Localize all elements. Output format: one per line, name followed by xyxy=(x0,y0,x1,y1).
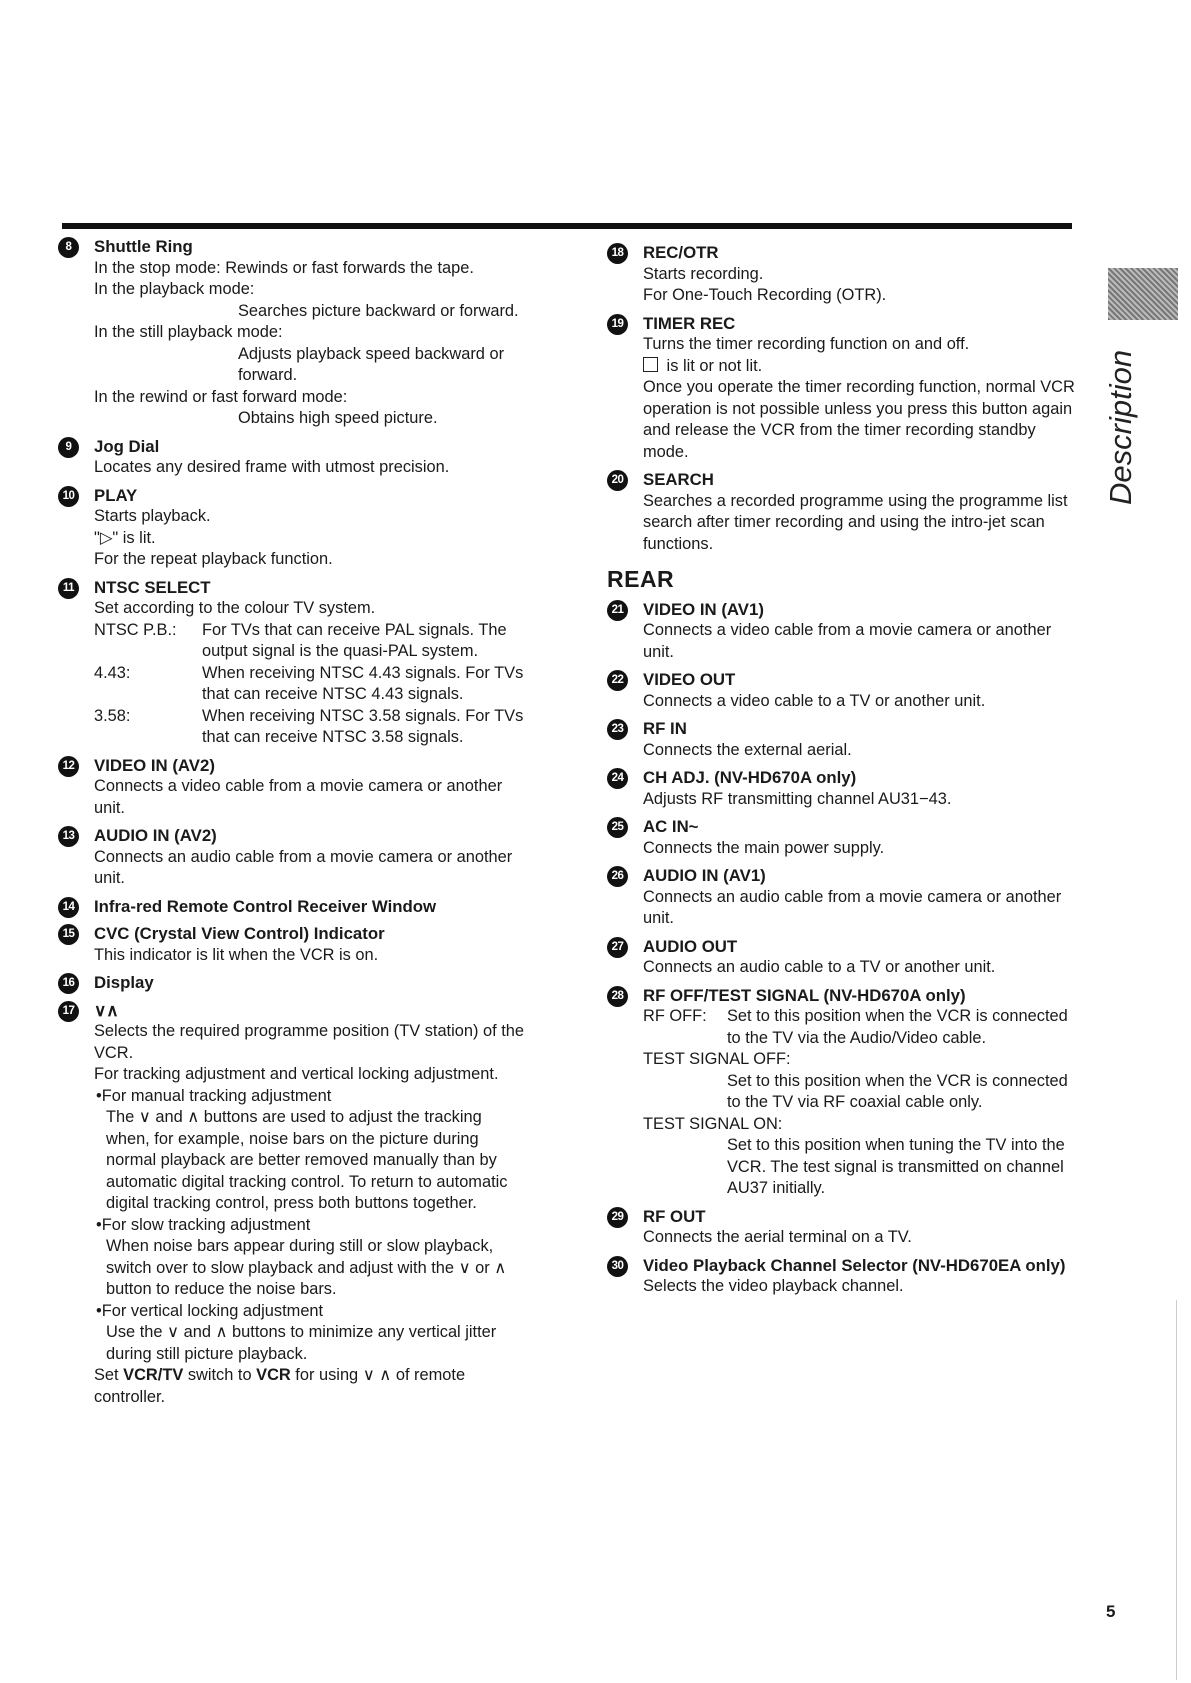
item-text: Turns the timer recording function on and off. xyxy=(643,335,970,353)
option-label: TEST SIGNAL OFF: xyxy=(643,1050,791,1068)
item-text-timer-indicator xyxy=(643,356,1077,378)
item-title: VIDEO OUT xyxy=(643,670,736,689)
item-text: Searches picture backward or forward. xyxy=(238,301,519,320)
item-title: NTSC SELECT xyxy=(94,577,211,597)
item-text: For tracking adjustment and vertical locking adjustment. xyxy=(94,1065,499,1083)
item-channel-buttons xyxy=(58,1000,528,1409)
item-title: AC IN~ xyxy=(643,817,699,836)
option-text: Set to this position when tuning the TV into the VCR. The test signal is transmitted on channel AU37 initially. xyxy=(727,1136,1065,1197)
item-text: Once you operate the timer recording function, normal VCR operation is not possible unless you press this button again and release the VCR from the timer recording standby mode. xyxy=(643,378,1075,461)
item-text: Set according to the colour TV system. xyxy=(94,599,376,617)
item-text: Selects the required programme position (TV station) of the VCR. xyxy=(94,1022,525,1062)
item-title: Infra-red Remote Control Receiver Window xyxy=(94,896,437,916)
item-text: Connects a video cable from a movie camera or another unit. xyxy=(643,621,1052,661)
item-text: Connects a video cable to a TV or another unit. xyxy=(643,691,986,710)
item-number-badge: 12 xyxy=(58,756,79,777)
item-number-badge: 18 xyxy=(607,243,628,264)
item-text: Locates any desired frame with utmost precision. xyxy=(94,458,450,476)
item-number-badge: 25 xyxy=(607,817,628,838)
item-title: ∨∧ xyxy=(94,1000,119,1020)
text-run-bold: VCR/TV xyxy=(123,1366,184,1384)
item-number-badge: 9 xyxy=(58,437,79,458)
item-number-badge: 21 xyxy=(607,600,628,621)
text-run: is lit or not lit. xyxy=(662,356,763,375)
item-title: CVC (Crystal View Control) Indicator xyxy=(94,924,385,943)
item-video-playback-channel-selector xyxy=(607,1255,1077,1298)
item-title: Video Playback Channel Selector (NV-HD670EA only) xyxy=(643,1255,1066,1275)
item-text: This indicator is lit when the VCR is on. xyxy=(94,945,379,964)
item-ntsc-select xyxy=(58,577,528,749)
text-run: Set xyxy=(94,1366,124,1384)
item-text: Selects the video playback channel. xyxy=(643,1277,904,1295)
item-timer-rec xyxy=(607,313,1077,464)
switch-option-row xyxy=(643,1006,1077,1049)
option-text: When receiving NTSC 4.43 signals. For TVs that can receive NTSC 4.43 signals. xyxy=(202,663,524,703)
item-video-in-av1 xyxy=(607,599,1077,664)
item-number-badge: 30 xyxy=(607,1256,628,1277)
item-text: "▷" is lit. xyxy=(94,528,156,547)
item-text: In the playback mode: xyxy=(94,280,255,298)
bullet-heading: •For vertical locking adjustment xyxy=(96,1301,324,1320)
item-title: AUDIO IN (AV2) xyxy=(94,826,217,845)
item-title: VIDEO IN (AV1) xyxy=(643,599,764,619)
text-run: for using ∨ ∧ of remote controller. xyxy=(94,1366,466,1406)
ntsc-option-row xyxy=(94,620,528,663)
item-audio-out xyxy=(607,936,1077,979)
item-text: Connects the main power supply. xyxy=(643,838,885,857)
item-number-badge: 16 xyxy=(58,973,79,994)
item-rf-out xyxy=(607,1206,1077,1249)
item-audio-in-av2 xyxy=(58,825,528,890)
item-video-out xyxy=(607,669,1077,712)
side-tab-label: Description xyxy=(1103,349,1138,505)
bullet-text: When noise bars appear during still or slow playback, switch over to slow playback and adjust with the ∨ or ∧ button to reduce the noise bars. xyxy=(106,1237,507,1298)
item-text: Connects an audio cable from a movie camera or another unit. xyxy=(643,887,1062,927)
item-title: TIMER REC xyxy=(643,313,736,333)
item-rf-in xyxy=(607,718,1077,761)
page-edge-line xyxy=(1176,1300,1177,1680)
bullet-text: The ∨ and ∧ buttons are used to adjust the tracking when, for example, noise bars on the picture during normal playback are better removed manually than by automatic digital tracking control. To return to automatic digital tracking control, press both buttons together. xyxy=(106,1108,508,1212)
item-rec-otr xyxy=(607,242,1077,307)
item-number-badge: 20 xyxy=(607,470,628,491)
item-text: For the repeat playback function. xyxy=(94,550,333,568)
item-text: Obtains high speed picture. xyxy=(238,409,438,427)
item-text: Connects the aerial terminal on a TV. xyxy=(643,1228,912,1246)
item-title: REC/OTR xyxy=(643,243,719,262)
item-cvc-indicator xyxy=(58,923,528,966)
item-text: Connects an audio cable to a TV or another unit. xyxy=(643,958,996,976)
item-video-in-av2 xyxy=(58,755,528,820)
item-number-badge: 28 xyxy=(607,986,628,1007)
item-ch-adj xyxy=(607,767,1077,810)
text-run: switch to xyxy=(183,1366,257,1384)
option-label: 4.43: xyxy=(94,663,131,682)
item-title: RF OUT xyxy=(643,1206,706,1226)
item-search xyxy=(607,469,1077,555)
item-text: Connects a video cable from a movie camera or another unit. xyxy=(94,777,503,817)
item-text: Starts playback. xyxy=(94,507,211,525)
left-column xyxy=(58,236,528,1414)
ntsc-option-row xyxy=(94,663,528,706)
item-jog-dial xyxy=(58,436,528,479)
option-text: Set to this position when the VCR is connected to the TV via the Audio/Video cable. xyxy=(727,1007,1068,1047)
ntsc-option-row xyxy=(94,706,528,749)
bullet-heading: •For slow tracking adjustment xyxy=(96,1215,311,1234)
item-number-badge: 14 xyxy=(58,897,79,918)
item-number-badge: 17 xyxy=(58,1001,79,1022)
item-number-badge: 13 xyxy=(58,826,79,847)
option-text: When receiving NTSC 3.58 signals. For TVs that can receive NTSC 3.58 signals. xyxy=(202,706,524,746)
item-shuttle-ring xyxy=(58,236,528,430)
page-number: 5 xyxy=(1106,1602,1116,1621)
item-text: For One-Touch Recording (OTR). xyxy=(643,286,887,304)
item-play xyxy=(58,485,528,571)
item-title: RF OFF/TEST SIGNAL (NV-HD670A only) xyxy=(643,985,966,1005)
bullet-text: Use the ∨ and ∧ buttons to minimize any vertical jitter during still picture playback. xyxy=(106,1323,497,1363)
option-text: For TVs that can receive PAL signals. The output signal is the quasi-PAL system. xyxy=(202,620,507,660)
item-number-badge: 10 xyxy=(58,486,79,507)
item-title: RF IN xyxy=(643,719,687,738)
item-number-badge: 15 xyxy=(58,924,79,945)
item-text: Adjusts RF transmitting channel AU31−43. xyxy=(643,789,952,808)
item-display xyxy=(58,972,528,994)
item-title: VIDEO IN (AV2) xyxy=(94,755,215,775)
item-number-badge: 27 xyxy=(607,937,628,958)
item-title: Shuttle Ring xyxy=(94,237,193,256)
item-number-badge: 8 xyxy=(58,237,79,258)
bullet-heading: •For manual tracking adjustment xyxy=(96,1086,332,1105)
item-title: AUDIO OUT xyxy=(643,936,738,956)
option-label: TEST SIGNAL ON: xyxy=(643,1114,783,1133)
item-text: Searches a recorded programme using the programme list search after timer recording and using the intro-jet scan functions. xyxy=(643,491,1068,553)
item-title: SEARCH xyxy=(643,470,714,489)
item-number-badge: 11 xyxy=(58,578,79,599)
item-audio-in-av1 xyxy=(607,865,1077,930)
item-text-switch-note xyxy=(94,1365,528,1408)
item-text: Adjusts playback speed backward or forward. xyxy=(238,344,505,384)
option-label: NTSC P.B.: xyxy=(94,620,177,639)
right-column xyxy=(607,242,1077,1304)
item-title: AUDIO IN (AV1) xyxy=(643,866,766,885)
item-rf-off-test-signal xyxy=(607,985,1077,1200)
item-number-badge: 19 xyxy=(607,314,628,335)
timer-indicator-icon xyxy=(643,357,658,372)
item-title: Display xyxy=(94,973,154,992)
option-label: RF OFF: xyxy=(643,1007,707,1025)
item-title: CH ADJ. (NV-HD670A only) xyxy=(643,768,857,787)
item-text: In the still playback mode: xyxy=(94,323,283,341)
item-title: PLAY xyxy=(94,485,138,505)
item-ac-in xyxy=(607,816,1077,859)
item-number-badge: 24 xyxy=(607,768,628,789)
item-number-badge: 23 xyxy=(607,719,628,740)
item-number-badge: 29 xyxy=(607,1207,628,1228)
item-number-badge: 26 xyxy=(607,866,628,887)
option-text: Set to this position when the VCR is connected to the TV via RF coaxial cable only. xyxy=(727,1071,1068,1111)
top-rule xyxy=(62,223,1072,229)
text-run-bold: VCR xyxy=(256,1366,291,1384)
item-text: Starts recording. xyxy=(643,264,764,283)
item-title: Jog Dial xyxy=(94,436,160,456)
section-heading-rear: REAR xyxy=(607,566,675,592)
item-text: In the stop mode: Rewinds or fast forwards the tape. xyxy=(94,258,474,277)
item-text: Connects the external aerial. xyxy=(643,740,852,759)
item-text: In the rewind or fast forward mode: xyxy=(94,387,348,406)
item-number-badge: 22 xyxy=(607,670,628,691)
option-label: 3.58: xyxy=(94,706,131,725)
item-text: Connects an audio cable from a movie camera or another unit. xyxy=(94,847,513,887)
item-infrared-window xyxy=(58,896,528,918)
